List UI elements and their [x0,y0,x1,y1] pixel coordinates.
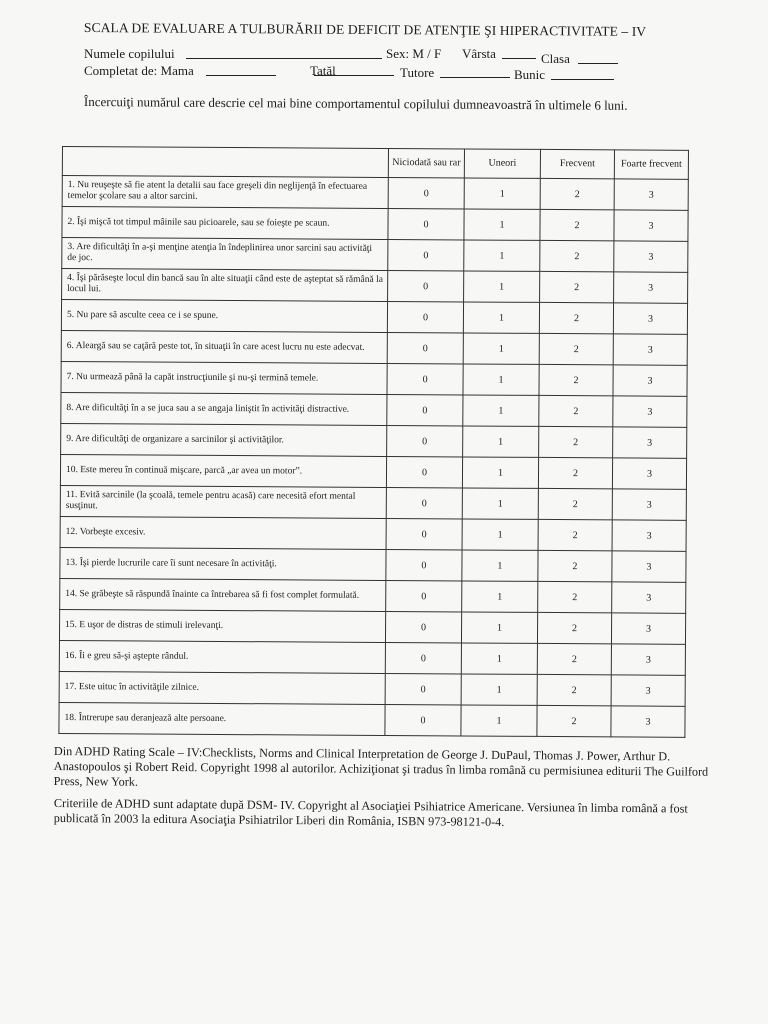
item-text: 5. Nu pare să asculte ceea ce i se spune. [61,300,387,333]
form-title: SCALA DE EVALUARE A TULBURĂRII DE DEFICIT DE ATENŢIE ŞI HIPERACTIVITATE – IV [83,20,647,39]
header-sometimes: Uneori [464,149,540,178]
table-row [59,609,685,644]
rating-table [58,146,689,738]
score-option[interactable]: 0 [387,425,463,456]
item-text: 8. Are dificultăţi în a se juca sau a se angaja liniştit în activităţi distractive. [61,392,387,425]
score-option[interactable]: 3 [612,582,686,613]
score-option[interactable]: 2 [539,395,613,426]
table-row [60,578,686,613]
score-option[interactable]: 1 [461,643,537,674]
score-option[interactable]: 1 [464,178,540,209]
score-option[interactable]: 2 [538,550,612,581]
score-option[interactable]: 2 [538,519,612,550]
score-option[interactable]: 3 [611,644,685,675]
score-option[interactable]: 0 [385,704,461,735]
class-label: Clasa [541,51,570,66]
grandparent-label: Bunic [514,67,546,82]
score-option[interactable]: 2 [537,643,611,674]
item-text: 6. Aleargă sau se caţără peste tot, în situaţii în care acest lucru nu este adecvat. [61,330,387,363]
score-option[interactable]: 2 [537,705,611,736]
score-option[interactable]: 1 [463,364,539,395]
item-text: 12. Vorbeşte excesiv. [60,516,386,549]
score-option[interactable]: 3 [614,272,688,303]
table-row [61,361,687,396]
score-option[interactable]: 1 [461,674,537,705]
score-option[interactable]: 1 [464,271,540,302]
grandparent-field[interactable] [551,67,614,80]
item-text: 3. Are dificultăţi în a-şi menţine atenţia în îndeplinirea unor sarcini sau activităţi de joc. [62,238,388,271]
table-row [62,207,688,242]
instruction-text: Încercuiţi numărul care descrie cel mai bine comportamentul copilului dumneavoastră în ultimele 6 luni. [83,94,628,113]
score-option[interactable]: 2 [537,612,611,643]
rating-table-wrap [58,146,688,738]
table-row [59,640,685,675]
score-option[interactable]: 2 [540,209,614,240]
item-text: 7. Nu urmează până la capăt instrucţiunile şi nu-şi termină temele. [61,361,387,394]
score-option[interactable]: 2 [538,488,612,519]
sex-label: Sex: M / F [386,46,442,61]
table-row [62,269,688,304]
score-option[interactable]: 0 [388,177,464,208]
item-text: 11. Evită sarcinile (la şcoală, temele pentru acasă) care necesită efort mental susţinut. [60,485,386,518]
score-option[interactable]: 3 [613,334,687,365]
score-option[interactable]: 0 [386,580,462,611]
header-behavior [62,147,388,178]
score-option[interactable]: 1 [463,395,539,426]
score-option[interactable]: 3 [613,365,687,396]
rating-table-body [59,176,688,738]
tutor-field[interactable] [440,65,510,78]
item-text: 2. Îşi mişcă tot timpul mâinile sau picioarele, sau se foieşte pe scaun. [62,207,388,240]
table-row [62,238,688,273]
footer-criteria: Criteriile de ADHD sunt adaptate după DSM- IV. Copyright al Asociaţiei Psihiatrice Americane. Versiunea în limba română a fost publicată în 2003 la editura Asociaţia Psihiatrilor Liberi din România, ISBN 973-98121-0-4. [53,796,688,829]
score-option[interactable]: 1 [461,705,537,736]
score-option[interactable]: 2 [539,333,613,364]
score-option[interactable]: 0 [386,487,462,518]
score-option[interactable]: 3 [613,396,687,427]
item-text: 1. Nu reuşeşte să fie atent la detalii sau face greşeli din neglijenţă în efectuarea temelor şcolare sau a altor sarcini. [62,176,388,209]
table-header-row [62,147,688,180]
score-option[interactable]: 1 [462,581,538,612]
score-option[interactable]: 0 [387,301,463,332]
completed-by-label: Completat de: Mama [84,63,194,78]
score-option[interactable]: 1 [461,612,537,643]
score-option[interactable]: 1 [463,426,539,457]
score-option[interactable]: 0 [387,363,463,394]
child-name-label: Numele copilului [84,46,175,61]
table-row [61,300,687,335]
table-row [59,671,685,706]
table-row [61,423,687,458]
score-option[interactable]: 2 [538,581,612,612]
item-text: 9. Are dificultăţi de organizare a sarcinilor şi activităţilor. [61,423,387,456]
score-option[interactable]: 0 [388,239,464,270]
score-option[interactable]: 3 [612,458,686,489]
score-option[interactable]: 1 [462,488,538,519]
father-label: Tatăl [310,63,336,78]
score-option[interactable]: 0 [385,611,461,642]
score-option[interactable]: 3 [614,179,688,210]
score-option[interactable]: 0 [386,518,462,549]
score-option[interactable]: 0 [387,332,463,363]
score-option[interactable]: 2 [537,674,611,705]
score-option[interactable]: 2 [538,457,612,488]
score-option[interactable]: 0 [388,208,464,239]
item-text: 18. Întrerupe sau deranjează alte persoane. [59,702,385,735]
header-often: Frecvent [540,149,614,178]
item-text: 4. Îşi părăseşte locul din bancă sau în alte situaţii când este de aşteptat să rămână la locul lui. [62,269,388,302]
score-option[interactable]: 2 [539,426,613,457]
score-option[interactable]: 1 [463,333,539,364]
item-text: 13. Îşi pierde lucrurile care îi sunt necesare în activităţi. [60,547,386,580]
score-option[interactable]: 0 [386,549,462,580]
score-option[interactable]: 3 [611,675,685,706]
item-text: 10. Este mereu în continuă mişcare, parcă „ar avea un motor”. [60,454,386,487]
score-option[interactable]: 3 [612,489,686,520]
score-option[interactable]: 1 [463,302,539,333]
score-option[interactable]: 0 [385,642,461,673]
class-field[interactable] [578,51,618,64]
table-row [60,547,686,582]
score-option[interactable]: 2 [540,240,614,271]
score-option[interactable]: 3 [611,613,685,644]
score-option[interactable]: 3 [613,427,687,458]
table-row [60,485,686,520]
father-field[interactable] [314,63,394,76]
score-option[interactable]: 1 [464,209,540,240]
header-very-often: Foarte frecvent [614,150,688,179]
score-option[interactable]: 0 [386,456,462,487]
score-option[interactable]: 0 [388,270,464,301]
score-option[interactable]: 3 [611,706,685,737]
header-never: Niciodată sau rar [388,148,464,177]
item-text: 17. Este uituc în activităţile zilnice. [59,671,385,704]
score-option[interactable]: 2 [540,178,614,209]
age-field[interactable] [502,46,536,59]
score-option[interactable]: 0 [385,673,461,704]
table-row [62,176,688,211]
tutor-label: Tutore [400,65,435,80]
score-option[interactable]: 1 [462,550,538,581]
score-option[interactable]: 2 [539,364,613,395]
footer-source: Din ADHD Rating Scale – IV:Checklists, Norms and Clinical Interpretation de George J. DuPaul, Thomas J. Power, Arthur D. Anastopoulos şi Robert Reid. Copyright 1998 al autorilor. Achiziţionat şi tradus în limba română cu permisiunea editurii The Guilford Press, New York. [53,744,709,789]
mother-field[interactable] [206,63,276,76]
child-name-field[interactable] [186,46,382,59]
table-row [60,454,686,489]
score-option[interactable]: 3 [614,241,688,272]
score-option[interactable]: 2 [540,271,614,302]
table-row [60,516,686,551]
score-option[interactable]: 3 [612,520,686,551]
score-option[interactable]: 1 [462,519,538,550]
age-label: Vârsta [462,46,496,61]
item-text: 14. Se grăbeşte să răspundă înainte ca întrebarea să fi fost complet formulată. [60,578,386,611]
item-text: 15. E uşor de distras de stimuli irelevanţi. [59,609,385,642]
score-option[interactable]: 3 [614,210,688,241]
score-option[interactable]: 3 [613,303,687,334]
score-option[interactable]: 1 [464,240,540,271]
score-option[interactable]: 1 [462,457,538,488]
score-option[interactable]: 0 [387,394,463,425]
score-option[interactable]: 3 [612,551,686,582]
table-row [61,330,687,365]
table-row [59,702,685,737]
score-option[interactable]: 2 [539,302,613,333]
item-text: 16. Îi e greu să-şi aştepte rândul. [59,640,385,673]
table-row [61,392,687,427]
